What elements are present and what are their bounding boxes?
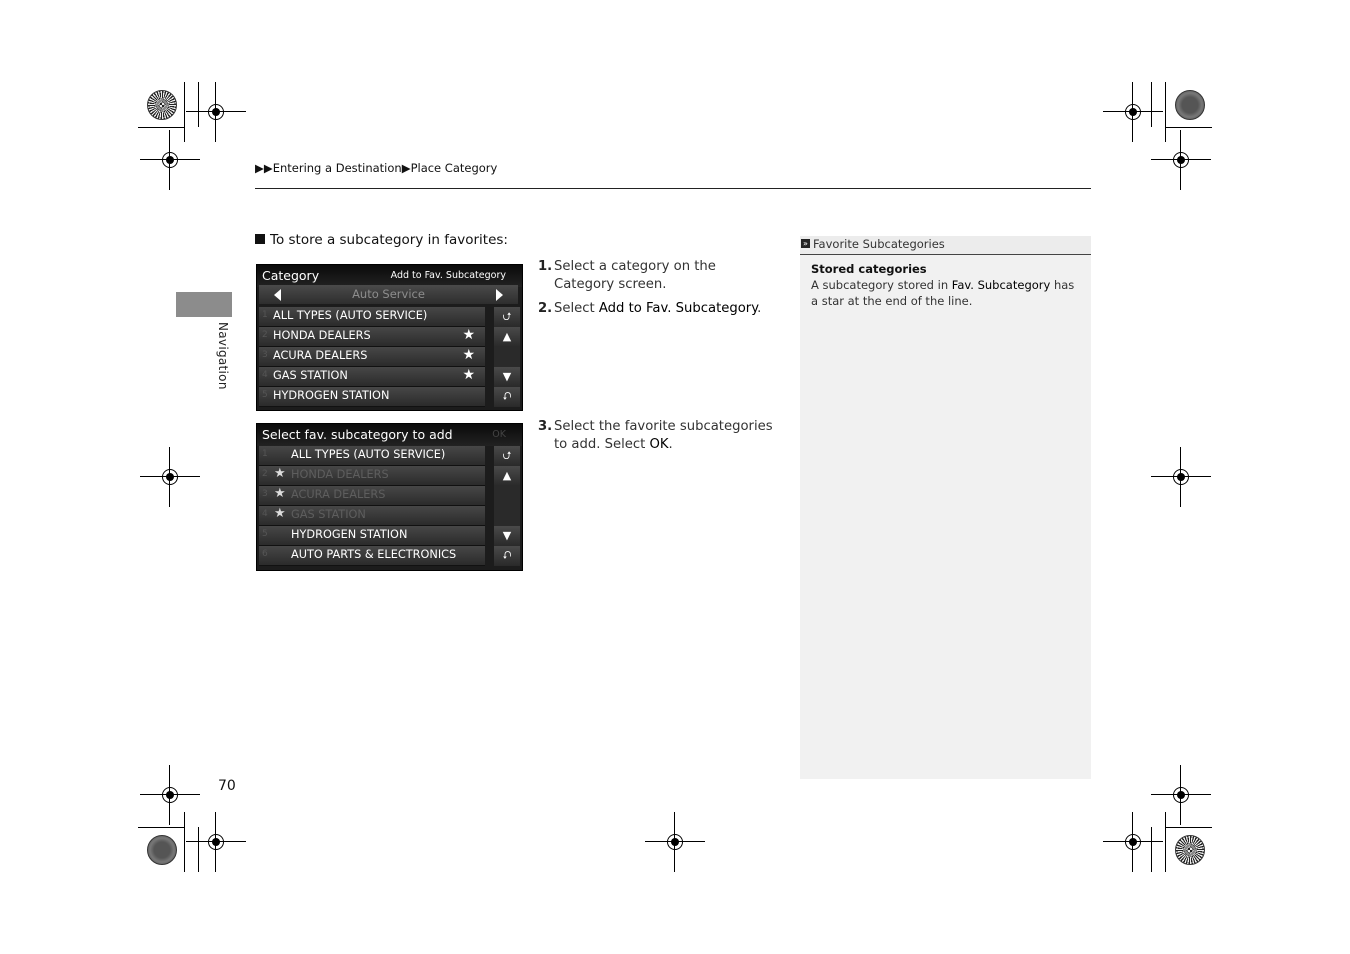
add-to-fav-subcategory-button[interactable]: Add to Fav. Subcategory	[390, 270, 506, 281]
step-3: 3. Select the favorite subcategories to add. Select OK.	[538, 419, 773, 452]
breadcrumb	[255, 161, 497, 175]
step-text: Select	[554, 301, 599, 316]
list-item[interactable]: 4 GAS STATION ★	[259, 367, 485, 387]
screen-title: Category	[262, 268, 320, 283]
list-item[interactable]: 2 ★ HONDA DEALERS	[259, 466, 485, 486]
side-note-panel	[800, 236, 1091, 779]
crosshair-icon	[1103, 812, 1163, 872]
step-number: 2.	[538, 301, 553, 316]
reference-icon: »	[801, 239, 810, 248]
screen-titlebar	[257, 265, 522, 287]
square-bullet-icon	[255, 234, 265, 244]
step-text: Select the favorite subcategories to add. Select	[554, 419, 773, 452]
next-category-arrow-icon[interactable]	[496, 289, 503, 301]
registration-target-icon	[1175, 835, 1205, 865]
scroll-up-icon[interactable]: ▲	[494, 466, 520, 485]
step-2: 2. Select Add to Fav. Subcategory.	[538, 301, 762, 316]
category-screen	[256, 264, 523, 411]
registration-target-icon	[1175, 90, 1205, 120]
section-title	[255, 232, 508, 248]
scroll-down-icon[interactable]: ▼	[494, 367, 520, 386]
crosshair-icon	[1151, 130, 1211, 190]
step-ui-term: Add to Fav. Subcategory	[598, 301, 758, 316]
step-1	[538, 258, 778, 293]
step-text: Select a category on the Category screen.	[554, 259, 716, 292]
list-item[interactable]: 6 AUTO PARTS & ELECTRONICS	[259, 546, 485, 566]
step-number: 3.	[538, 419, 553, 434]
header-rule	[255, 188, 1091, 189]
screen-title: Select fav. subcategory to add	[262, 427, 453, 442]
scroll-bottom-icon[interactable]: ⮏	[494, 387, 520, 406]
registration-target-icon	[147, 90, 177, 120]
list-item[interactable]: 2 HONDA DEALERS ★	[259, 327, 485, 347]
step-number: 1.	[538, 259, 553, 274]
star-icon: ★	[462, 327, 475, 343]
list-item[interactable]: 3 ACURA DEALERS ★	[259, 347, 485, 367]
breadcrumb-link-entering-destination[interactable]: Entering a Destination	[272, 161, 402, 175]
list-item[interactable]: 4 ★ GAS STATION	[259, 506, 485, 526]
star-icon: ★	[274, 486, 286, 501]
crosshair-icon	[186, 812, 246, 872]
breadcrumb-separator-icon: ▶	[401, 161, 411, 175]
side-note-ui-term: Fav. Subcategory	[951, 278, 1051, 292]
list-item[interactable]: 1 ALL TYPES (AUTO SERVICE)	[259, 307, 485, 327]
crosshair-icon	[1151, 447, 1211, 507]
chapter-tab	[176, 292, 232, 317]
side-note-text: A subcategory stored in Fav. Subcategory has a star at the end of the line.	[811, 278, 1075, 308]
list-item[interactable]: 1 ALL TYPES (AUTO SERVICE)	[259, 446, 485, 466]
category-nav-row	[259, 285, 518, 304]
star-icon: ★	[274, 506, 286, 521]
page-number: 70	[218, 778, 236, 794]
scroll-bottom-icon[interactable]: ⮏	[494, 546, 520, 565]
scroll-top-icon[interactable]: ⮍	[494, 307, 520, 326]
side-note-heading: Stored categories	[811, 262, 927, 276]
star-icon: ★	[462, 347, 475, 363]
side-note-header	[800, 236, 1091, 255]
crosshair-icon	[140, 130, 200, 190]
star-icon: ★	[274, 466, 286, 481]
crosshair-icon	[645, 812, 705, 872]
side-note-body	[811, 261, 1083, 309]
breadcrumb-link-place-category[interactable]: Place Category	[410, 161, 498, 175]
side-note-title: Favorite Subcategories	[813, 237, 945, 251]
select-fav-subcategory-screen	[256, 423, 523, 571]
ok-button[interactable]: OK	[492, 429, 506, 440]
star-icon: ★	[462, 367, 475, 383]
registration-target-icon	[147, 835, 177, 865]
scroll-top-icon[interactable]: ⮍	[494, 446, 520, 465]
breadcrumb-arrows-icon: ▶▶	[255, 161, 273, 175]
list-item[interactable]: 5 HYDROGEN STATION	[259, 526, 485, 546]
list-item[interactable]: 5 HYDROGEN STATION	[259, 387, 485, 407]
screen-titlebar	[257, 424, 522, 446]
scroll-down-icon[interactable]: ▼	[494, 526, 520, 545]
chapter-tab-label: Navigation	[216, 322, 230, 390]
current-category-label: Auto Service	[352, 287, 425, 301]
list-item[interactable]: 3 ★ ACURA DEALERS	[259, 486, 485, 506]
crosshair-icon	[140, 447, 200, 507]
scroll-up-icon[interactable]: ▲	[494, 327, 520, 346]
section-title-text: To store a subcategory in favorites:	[270, 232, 508, 248]
step-ui-term: OK	[649, 436, 669, 452]
